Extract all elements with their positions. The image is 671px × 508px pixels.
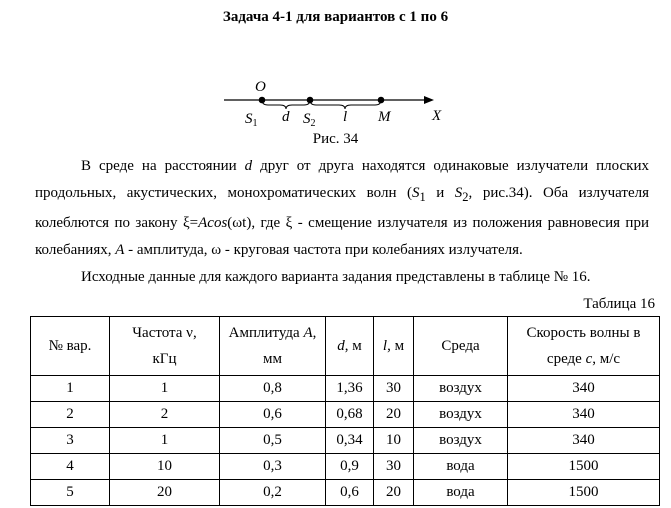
label-x: X bbox=[432, 108, 442, 124]
cell-d: 0,9 bbox=[326, 454, 374, 480]
x-axis bbox=[224, 96, 434, 104]
header-d: d, м bbox=[326, 317, 374, 376]
label-d: d bbox=[282, 109, 290, 125]
header-frequency: Частота ν, кГц bbox=[110, 317, 220, 376]
cell-amplitude: 0,8 bbox=[220, 376, 326, 402]
cell-d: 0,6 bbox=[326, 480, 374, 506]
cell-speed: 340 bbox=[508, 402, 660, 428]
label-m: M bbox=[378, 109, 391, 125]
header-speed: Скорость волны в среде c, м/с bbox=[508, 317, 660, 376]
cell-l: 30 bbox=[374, 376, 414, 402]
cell-l: 30 bbox=[374, 454, 414, 480]
cell-medium: воздух bbox=[414, 402, 508, 428]
table-caption: Таблица 16 bbox=[583, 296, 655, 312]
header-medium: Среда bbox=[414, 317, 508, 376]
table-row bbox=[31, 454, 660, 480]
task-title: Задача 4-1 для вариантов с 1 по 6 bbox=[222, 9, 449, 25]
cell-speed: 1500 bbox=[508, 454, 660, 480]
cell-l: 20 bbox=[374, 480, 414, 506]
table-row bbox=[31, 428, 660, 454]
data-intro: Исходные данные для каждого варианта задания представлены в таблице № 16. bbox=[81, 269, 591, 285]
cell-amplitude: 0,6 bbox=[220, 402, 326, 428]
header-amplitude: Амплитуда A, мм bbox=[220, 317, 326, 376]
label-s1: $S_1$ bbox=[245, 111, 258, 129]
cell-d: 1,36 bbox=[326, 376, 374, 402]
cell-frequency: 2 bbox=[110, 402, 220, 428]
figure-caption: Рис. 34 bbox=[312, 131, 359, 147]
problem-description: В среде на расстоянии d друг от друга находятся одинаковые излучатели плоских продольных, акустических, монохроматических волн ($S_1$ и $S_2$, рис.34). Оба излучателя колеблются по закону ξ=Acos(ωt), где ξ - смещение излучателя из положения равновесия при колебаниях, A - амплитуда, ω - круговая частота при колебаниях излучателя. bbox=[35, 158, 649, 258]
table-header-row bbox=[31, 317, 660, 376]
table-row bbox=[31, 376, 660, 402]
label-s2: $S_2$ bbox=[303, 111, 316, 129]
cell-frequency: 10 bbox=[110, 454, 220, 480]
cell-speed: 340 bbox=[508, 428, 660, 454]
cell-medium: вода bbox=[414, 480, 508, 506]
brace-d bbox=[262, 100, 310, 109]
cell-variant: 2 bbox=[31, 402, 110, 428]
header-l: l, м bbox=[374, 317, 414, 376]
cell-variant: 1 bbox=[31, 376, 110, 402]
cell-frequency: 20 bbox=[110, 480, 220, 506]
header-variant: № вар. bbox=[31, 317, 110, 376]
cell-amplitude: 0,5 bbox=[220, 428, 326, 454]
brace-l bbox=[310, 100, 381, 109]
label-l: l bbox=[343, 109, 348, 125]
wave-emitters-diagram bbox=[0, 0, 671, 135]
label-origin: O bbox=[255, 79, 266, 95]
cell-amplitude: 0,3 bbox=[220, 454, 326, 480]
cell-variant: 4 bbox=[31, 454, 110, 480]
table-row bbox=[31, 402, 660, 428]
cell-medium: воздух bbox=[414, 428, 508, 454]
cell-medium: воздух bbox=[414, 376, 508, 402]
cell-variant: 5 bbox=[31, 480, 110, 506]
cell-frequency: 1 bbox=[110, 428, 220, 454]
table-row bbox=[31, 480, 660, 506]
cell-amplitude: 0,2 bbox=[220, 480, 326, 506]
variants-table bbox=[30, 316, 660, 506]
cell-d: 0,34 bbox=[326, 428, 374, 454]
cell-d: 0,68 bbox=[326, 402, 374, 428]
cell-medium: вода bbox=[414, 454, 508, 480]
cell-speed: 1500 bbox=[508, 480, 660, 506]
cell-frequency: 1 bbox=[110, 376, 220, 402]
cell-l: 10 bbox=[374, 428, 414, 454]
cell-l: 20 bbox=[374, 402, 414, 428]
cell-variant: 3 bbox=[31, 428, 110, 454]
cell-speed: 340 bbox=[508, 376, 660, 402]
